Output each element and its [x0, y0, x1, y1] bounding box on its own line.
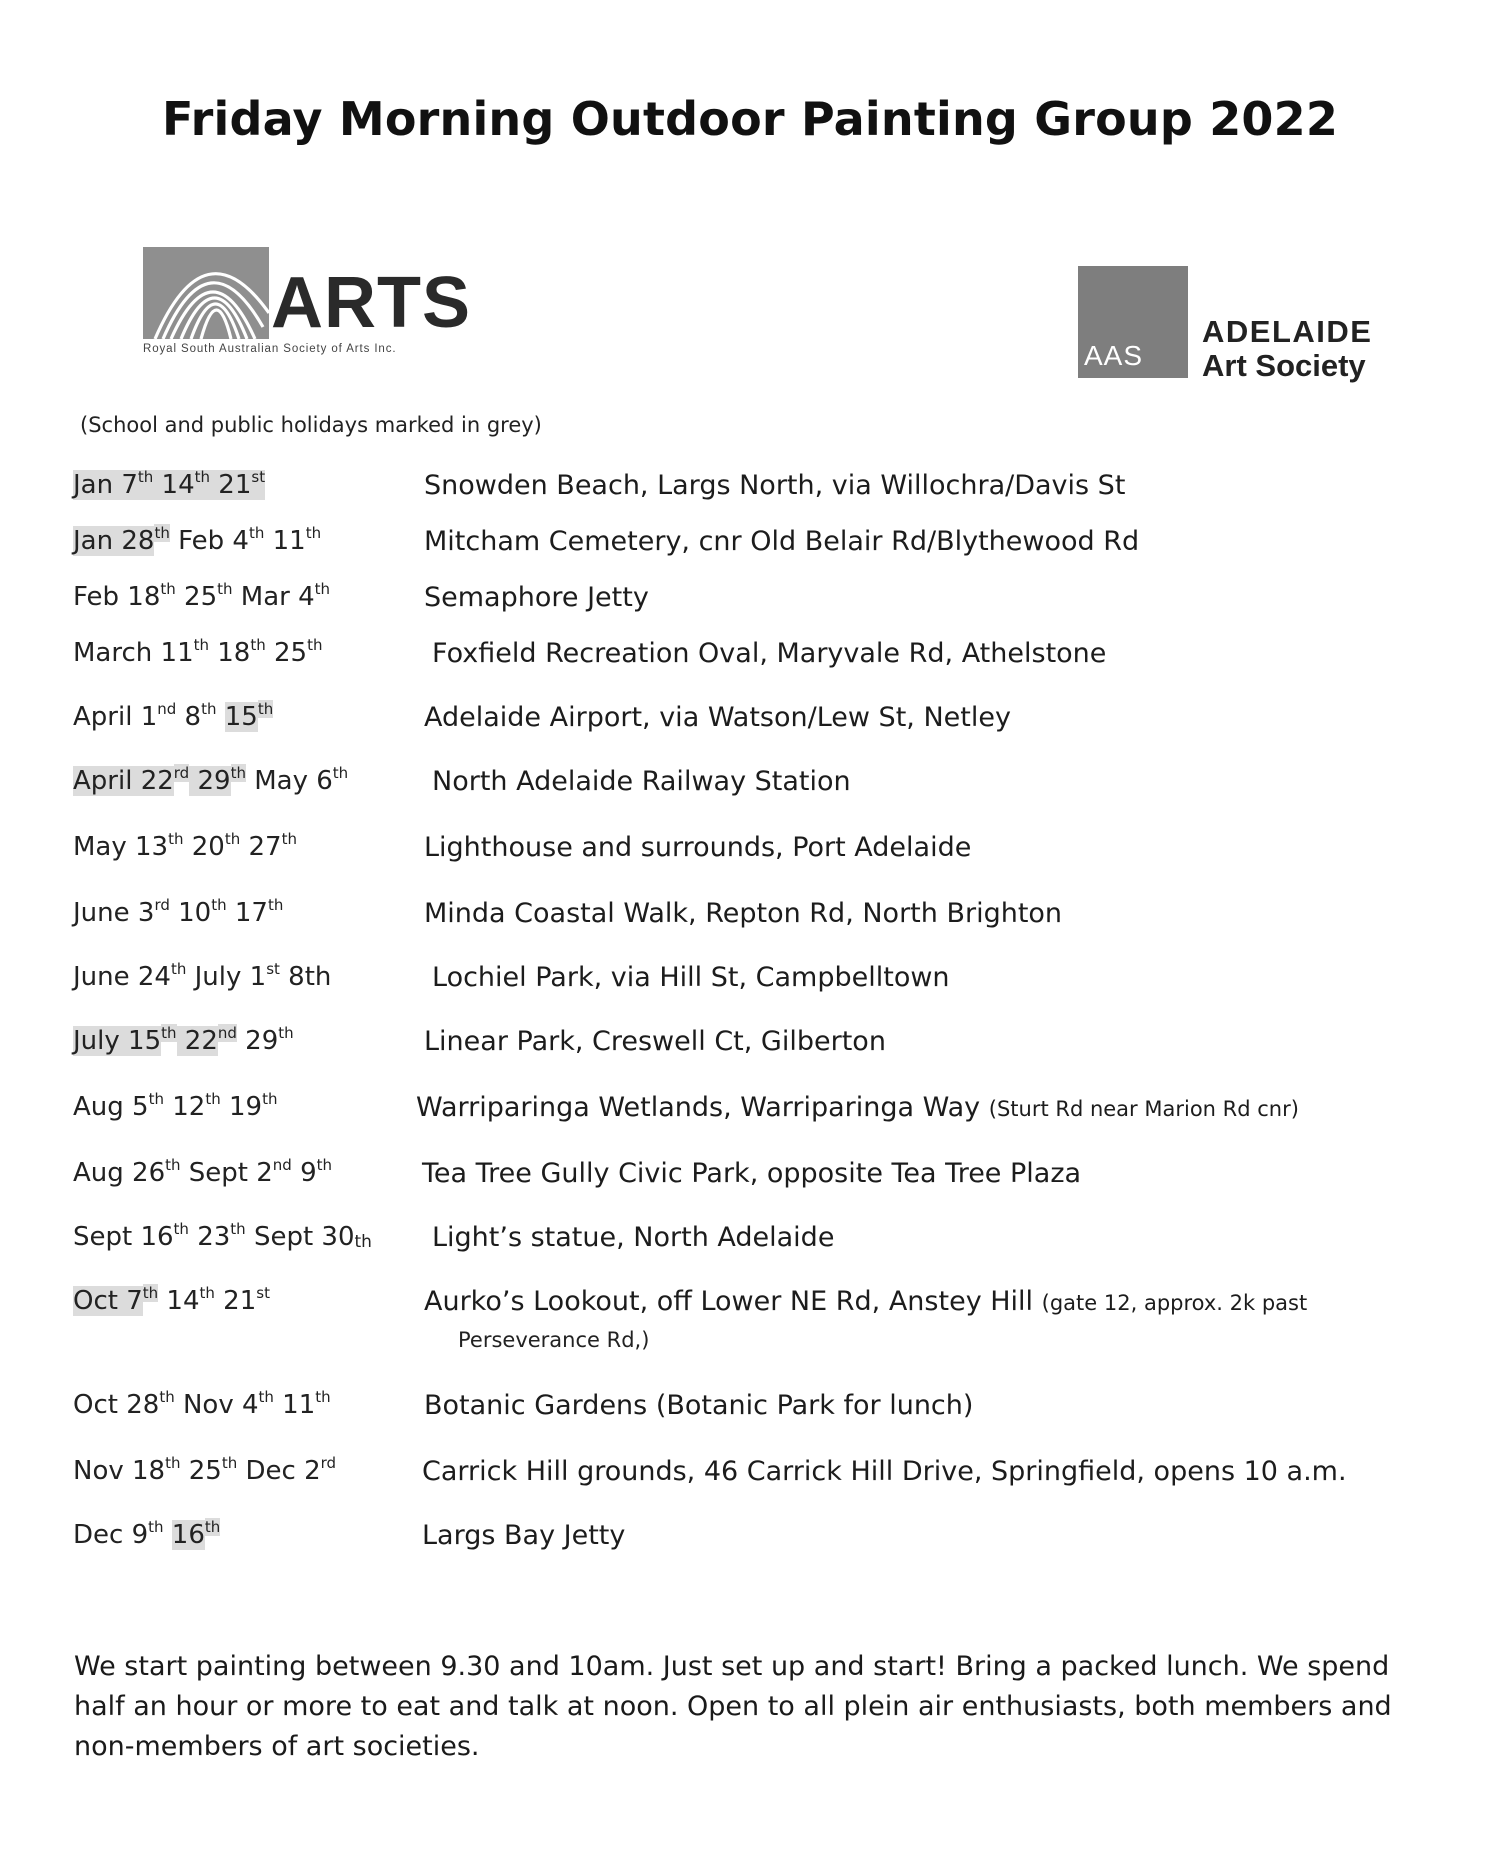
schedule-location	[432, 1222, 834, 1253]
location-text: Tea Tree Gully Civic Park, opposite Tea Tree Plaza	[422, 1158, 1082, 1189]
date-text: 11	[273, 1390, 316, 1420]
date-suffix: th	[148, 1518, 164, 1536]
rsasa-subtitle: Royal South Australian Society of Arts Inc.	[143, 343, 397, 355]
location-text: Light’s statue, North Adelaide	[432, 1222, 835, 1253]
date-suffix: th	[161, 1024, 177, 1042]
date-suffix: th	[262, 1090, 278, 1108]
schedule-dates	[73, 1520, 220, 1550]
date-text: July 1	[186, 962, 267, 992]
date-suffix: th	[137, 468, 154, 486]
date-text: Nov 4	[174, 1390, 259, 1420]
date-text: Feb 18	[73, 582, 161, 612]
location-text: Lighthouse and surrounds, Port Adelaide	[424, 832, 972, 863]
schedule-location	[424, 470, 1125, 501]
schedule-dates	[73, 470, 265, 500]
date-text: 23	[188, 1222, 231, 1252]
schedule-location	[424, 898, 1062, 929]
schedule-location	[424, 526, 1139, 557]
date-suffix: th	[257, 700, 274, 718]
date-suffix: th	[154, 524, 170, 542]
date-text: 21	[210, 470, 252, 500]
date-suffix: th	[305, 524, 322, 542]
date-suffix: st	[251, 468, 266, 486]
location-text: Lochiel Park, via Hill St, Campbelltown	[432, 962, 950, 993]
date-suffix: th	[224, 830, 241, 848]
date-text: Mar 4	[232, 582, 315, 612]
date-text: 25	[265, 638, 308, 668]
schedule-location	[424, 1286, 1307, 1317]
date-text: 17	[226, 898, 268, 928]
schedule-dates	[73, 1092, 277, 1122]
aas-mark	[1078, 266, 1188, 378]
date-suffix: th	[170, 960, 187, 978]
date-suffix: th	[201, 700, 217, 718]
schedule-location	[432, 638, 1106, 669]
date-suffix: th	[332, 764, 349, 782]
schedule-location	[432, 962, 950, 993]
schedule-dates	[73, 1158, 332, 1188]
date-text: May 6	[245, 766, 333, 796]
schedule-location	[422, 1158, 1081, 1189]
date-text: Oct 28	[73, 1390, 160, 1420]
schedule-dates	[73, 702, 273, 732]
schedule-location	[416, 1092, 1299, 1123]
rsasa-logo	[143, 247, 471, 359]
date-text: Aug 26	[73, 1158, 166, 1188]
location-detail: (Sturt Rd near Marion Rd cnr)	[988, 1097, 1299, 1121]
date-text: 25	[175, 582, 218, 612]
date-text: June 24	[73, 962, 171, 992]
location-text: Mitcham Cemetery, cnr Old Belair Rd/Blythewood Rd	[424, 526, 1140, 557]
schedule-location	[422, 1456, 1347, 1487]
date-suffix: th	[205, 1090, 221, 1108]
location-text: Carrick Hill grounds, 46 Carrick Hill Drive, Springfield, opens 10 a.m.	[422, 1456, 1347, 1487]
date-text: 9	[291, 1158, 317, 1188]
schedule-location	[424, 702, 1011, 733]
date-suffix: th	[165, 1454, 181, 1472]
date-suffix: th	[148, 1090, 164, 1108]
date-text: 21	[214, 1286, 257, 1316]
schedule-dates	[73, 962, 331, 992]
date-text: 8th	[279, 962, 332, 992]
date-suffix: th	[281, 830, 297, 848]
date-text	[216, 702, 224, 732]
footer-text: We start painting between 9.30 and 10am. Just set up and start! Bring a packed lunch. We spend half an hour or more to eat and talk at noon. Open to all plein air enthusiasts, both members and non-members of art societies.	[74, 1651, 1392, 1762]
schedule-location	[432, 766, 851, 797]
date-suffix: th	[173, 1220, 189, 1238]
date-text: 19	[220, 1092, 263, 1122]
date-text: 22	[176, 1026, 218, 1056]
date-suffix: th	[267, 896, 284, 914]
date-text: 20	[183, 832, 225, 862]
date-text	[164, 1520, 172, 1550]
location-text: Snowden Beach, Largs North, via Willochra/Davis St	[424, 470, 1126, 501]
date-suffix: th	[278, 1024, 294, 1042]
rsasa-wordmark: ARTS	[271, 263, 471, 343]
date-text: 18	[209, 638, 251, 668]
schedule-location	[424, 1026, 886, 1057]
schedule-dates	[73, 832, 297, 862]
date-text: 25	[180, 1456, 222, 1486]
date-suffix: th	[316, 1156, 333, 1174]
date-suffix: th	[142, 1284, 159, 1302]
schedule-dates	[73, 582, 330, 612]
date-suffix: th	[199, 1284, 215, 1302]
date-text: Dec 9	[73, 1520, 149, 1550]
date-text: 15	[224, 702, 258, 732]
location-text: Botanic Gardens (Botanic Park for lunch)	[424, 1390, 974, 1421]
date-text: Nov 18	[73, 1456, 166, 1486]
schedule-dates	[73, 1026, 294, 1056]
schedule-location	[424, 582, 649, 613]
date-text: 16	[171, 1520, 205, 1550]
date-text: 14	[153, 470, 195, 500]
date-suffix: th	[160, 580, 176, 598]
location-detail-line2: Perseverance Rd,)	[458, 1328, 650, 1352]
date-suffix: rd	[320, 1454, 337, 1472]
date-text: April 1	[73, 702, 158, 732]
date-suffix: th	[204, 1518, 221, 1536]
date-text: Oct 7	[73, 1286, 143, 1316]
date-text: July	[73, 1026, 129, 1056]
date-suffix: th	[250, 636, 266, 654]
date-suffix: th	[258, 1388, 274, 1406]
location-detail: (gate 12, approx. 2k past	[1041, 1291, 1308, 1315]
date-suffix: th	[315, 1388, 331, 1406]
date-text: Sept 16	[73, 1222, 174, 1252]
schedule-location	[422, 1520, 625, 1551]
date-text: Feb 4	[169, 526, 249, 556]
location-text: Largs Bay Jetty	[422, 1520, 626, 1551]
schedule-dates	[73, 766, 348, 796]
date-text: Aug 5	[73, 1092, 149, 1122]
schedule-dates	[73, 526, 321, 556]
location-text: Aurko’s Lookout, off Lower NE Rd, Anstey Hill	[424, 1286, 1034, 1317]
date-text: 11	[264, 526, 306, 556]
date-text: 10	[169, 898, 212, 928]
location-text: Foxfield Recreation Oval, Maryvale Rd, Athelstone	[432, 638, 1107, 669]
date-suffix: th	[194, 468, 211, 486]
date-suffix: th	[165, 1156, 181, 1174]
page-title: Friday Morning Outdoor Painting Group 2022	[161, 92, 1339, 146]
aas-mark-letters: AAS	[1084, 340, 1144, 371]
schedule-dates	[73, 898, 283, 928]
date-suffix: nd	[272, 1156, 292, 1174]
location-text: Warriparinga Wetlands, Warriparinga Way	[416, 1092, 981, 1123]
date-suffix: st	[256, 1284, 270, 1302]
date-text: 8	[176, 702, 202, 732]
location-text: Semaphore Jetty	[424, 582, 649, 613]
date-text: Dec 2	[237, 1456, 321, 1486]
date-suffix: th	[230, 764, 246, 782]
date-suffix: th	[248, 524, 265, 542]
schedule-dates	[73, 1390, 331, 1420]
location-text: Adelaide Airport, via Watson/Lew St, Netley	[424, 702, 1011, 733]
date-suffix: th	[314, 580, 331, 598]
date-suffix: rd	[154, 896, 170, 914]
date-suffix: th	[217, 580, 233, 598]
arches-icon	[143, 247, 269, 339]
location-text: Minda Coastal Walk, Repton Rd, North Brighton	[424, 898, 1063, 929]
date-text: 29	[236, 1026, 279, 1056]
date-text: 15	[128, 1026, 162, 1056]
date-text: 12	[163, 1092, 206, 1122]
date-suffix: th	[193, 636, 209, 654]
location-text: North Adelaide Railway Station	[432, 766, 851, 797]
schedule-dates	[73, 1286, 270, 1316]
date-suffix: th	[307, 636, 323, 654]
date-suffix: st	[266, 960, 280, 978]
schedule-dates	[73, 1456, 336, 1486]
date-text: 29	[189, 766, 231, 796]
date-text: Jan 28	[73, 526, 155, 556]
date-text: 27	[240, 832, 282, 862]
date-suffix: th	[230, 1220, 246, 1238]
date-suffix: nd	[217, 1024, 237, 1042]
date-suffix: rd	[173, 764, 190, 782]
date-text: March 11	[73, 638, 194, 668]
date-text: th	[354, 1232, 372, 1252]
date-text: Jan 7	[73, 470, 138, 500]
date-suffix: th	[211, 896, 227, 914]
aas-logo	[1078, 266, 1408, 382]
aas-name-line2: Art Society	[1202, 348, 1366, 383]
date-text: Sept 30	[245, 1222, 355, 1252]
date-text: June 3	[73, 898, 155, 928]
holiday-note: (School and public holidays marked in grey)	[80, 413, 542, 437]
date-text: 14	[158, 1286, 200, 1316]
date-suffix: th	[159, 1388, 175, 1406]
date-text: Sept 2	[180, 1158, 273, 1188]
schedule-dates	[73, 638, 323, 668]
date-suffix: th	[221, 1454, 238, 1472]
location-text: Linear Park, Creswell Ct, Gilberton	[424, 1026, 886, 1057]
date-text: April 22	[73, 766, 174, 796]
schedule-dates	[73, 1222, 372, 1252]
aas-name-line1: ADELAIDE	[1202, 314, 1373, 349]
date-suffix: nd	[157, 700, 177, 718]
schedule-location	[424, 1390, 973, 1421]
date-suffix: th	[168, 830, 184, 848]
date-text: May 13	[73, 832, 169, 862]
schedule-location	[424, 832, 971, 863]
